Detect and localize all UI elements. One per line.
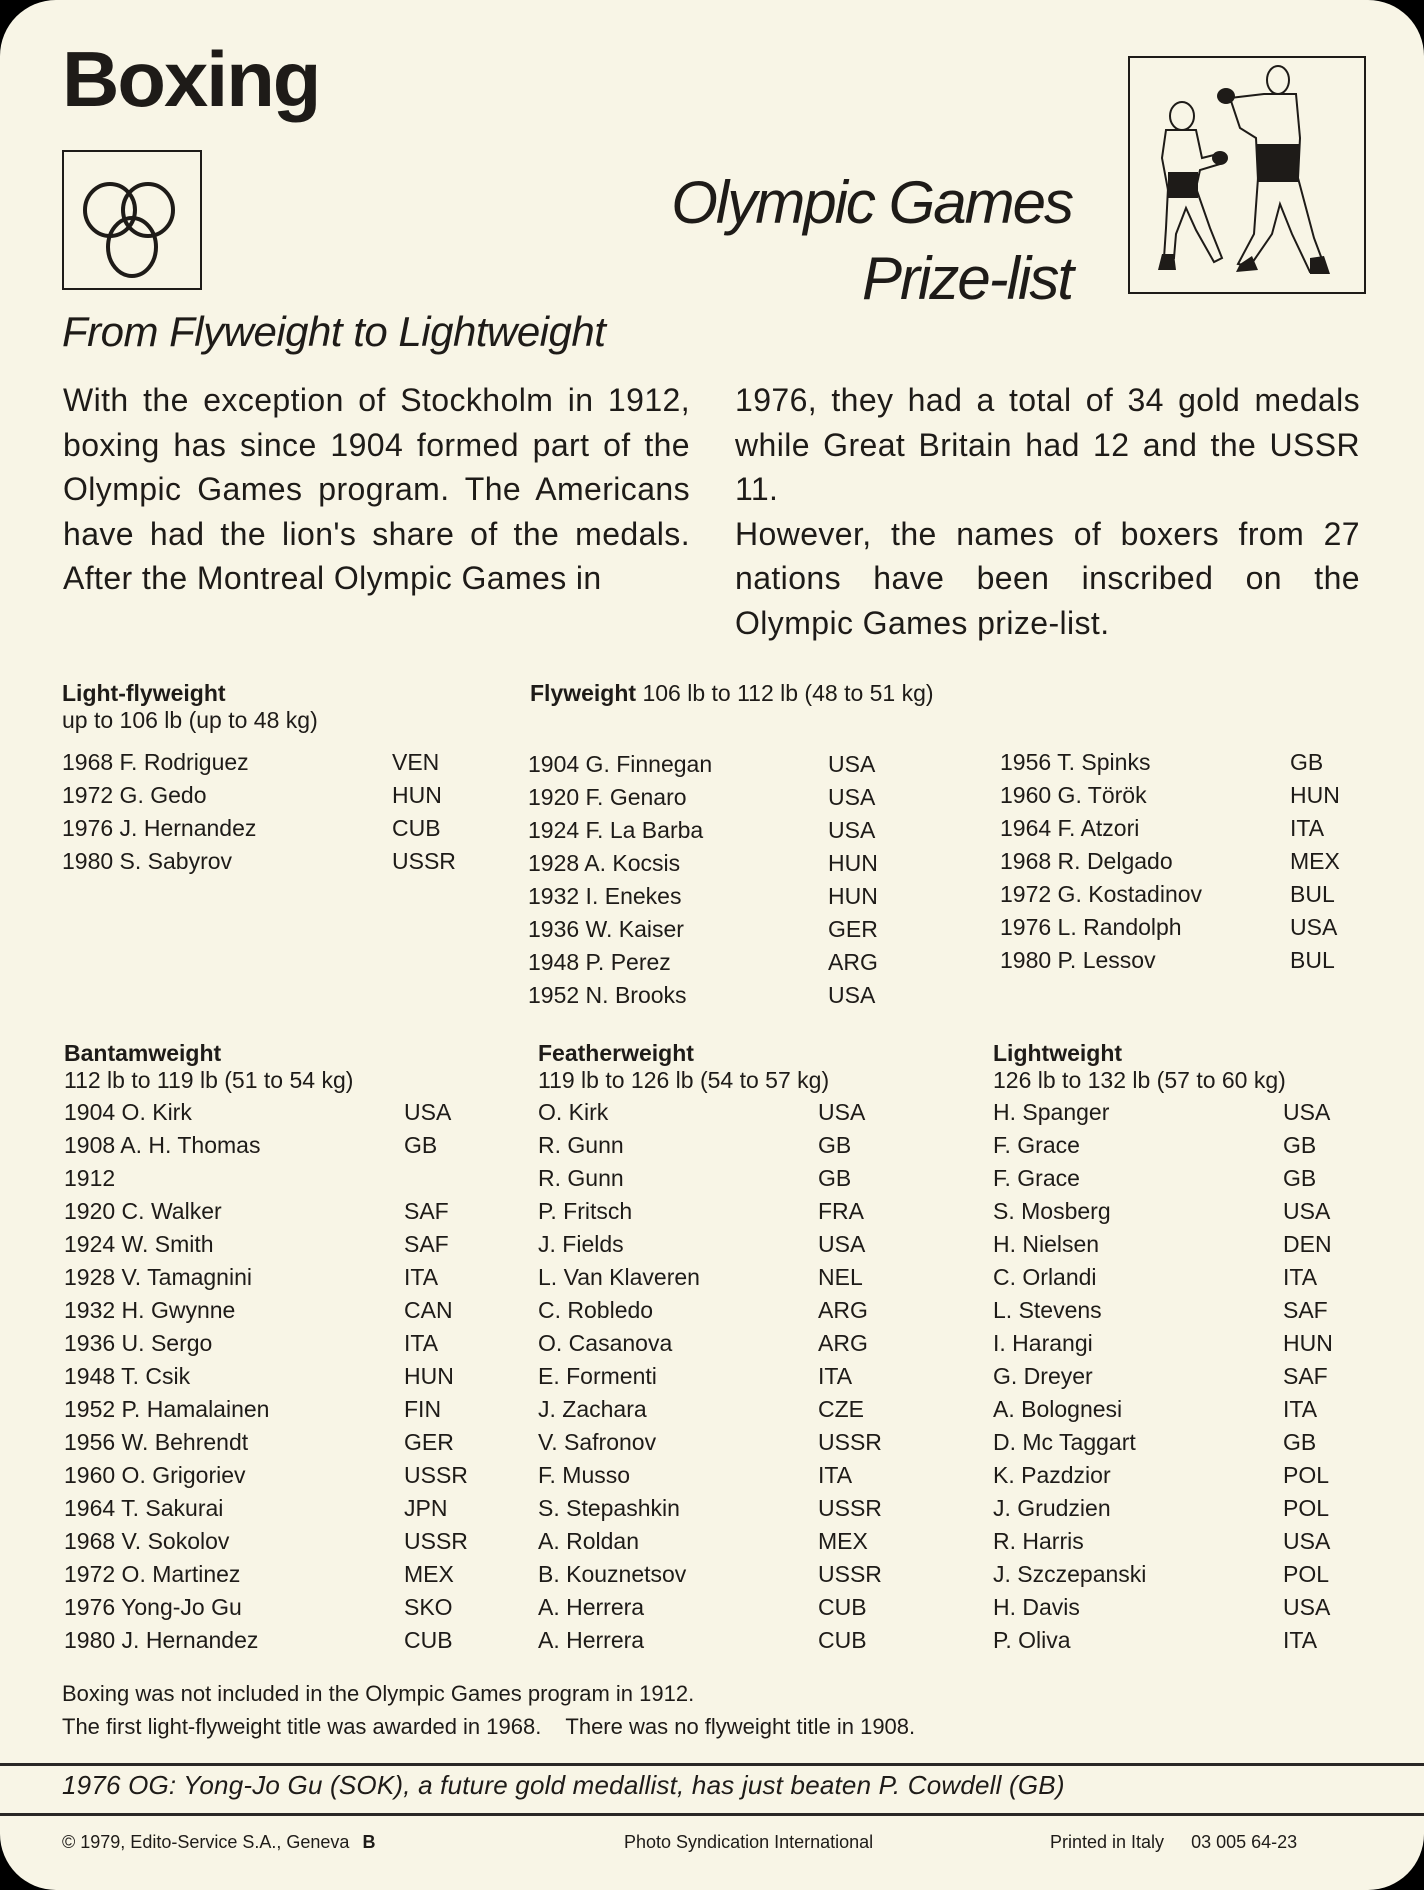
card-code: 03 005 64-23 (1191, 1832, 1298, 1852)
country-code: USA (1283, 1528, 1331, 1554)
flyweight-list-part1 (528, 748, 908, 1012)
results-list (993, 1096, 1363, 1657)
country-code: GER (404, 1429, 454, 1455)
photo-credit: Photo Syndication International (624, 1832, 874, 1852)
table-row (538, 1624, 898, 1657)
table-row (1000, 812, 1370, 845)
country-code: FRA (818, 1198, 864, 1224)
boxer-name: 1968 F. Rodriguez (62, 749, 249, 775)
country-code: MEX (404, 1561, 454, 1587)
table-row (1000, 878, 1370, 911)
country-code: USA (404, 1099, 452, 1125)
country-code: USSR (818, 1495, 882, 1521)
boxer-name: 1936 U. Sergo (64, 1330, 213, 1356)
table-row (993, 1591, 1363, 1624)
boxer-name: 1972 G. Kostadinov (1000, 881, 1203, 907)
country-code: SAF (404, 1231, 449, 1257)
table-row (528, 847, 908, 880)
country-code: GB (1283, 1165, 1317, 1191)
table-row (993, 1558, 1363, 1591)
table-row (993, 1492, 1363, 1525)
boxer-name: 1924 W. Smith (64, 1231, 214, 1257)
country-code: ARG (818, 1297, 868, 1323)
boxer-name: R. Harris (993, 1528, 1084, 1554)
table-row (993, 1162, 1363, 1195)
boxer-name: 1928 V. Tamagnini (64, 1264, 252, 1290)
table-row (64, 1261, 484, 1294)
table-row (528, 913, 908, 946)
results-list (1000, 746, 1370, 977)
boxer-name: B. Kouznetsov (538, 1561, 687, 1587)
country-code: USA (828, 817, 876, 843)
country-code: GB (1283, 1132, 1317, 1158)
footer-print-info (1050, 1832, 1297, 1853)
country-code: ITA (404, 1264, 439, 1290)
section-light-flyweight (62, 680, 472, 878)
country-code: CUB (392, 815, 441, 841)
table-row (993, 1129, 1363, 1162)
boxer-name: 1968 V. Sokolov (64, 1528, 230, 1554)
boxer-name: A. Bolognesi (993, 1396, 1123, 1422)
section-header (530, 680, 934, 707)
table-row (62, 845, 472, 878)
boxer-name: A. Herrera (538, 1627, 645, 1653)
boxer-name: 1952 P. Hamalainen (64, 1396, 270, 1422)
country-code: BUL (1290, 881, 1335, 907)
table-row (993, 1294, 1363, 1327)
headline-line2: Prize-list (861, 245, 1072, 312)
country-code: CUB (818, 1627, 867, 1653)
boxer-name: R. Gunn (538, 1165, 624, 1191)
table-row (64, 1459, 484, 1492)
country-code: SAF (1283, 1297, 1328, 1323)
boxer-name: L. Van Klaveren (538, 1264, 700, 1290)
country-code: ITA (1283, 1627, 1318, 1653)
table-row (538, 1426, 898, 1459)
table-row (993, 1261, 1363, 1294)
table-row (538, 1558, 898, 1591)
country-code: GER (828, 916, 878, 942)
boxer-name: P. Oliva (993, 1627, 1071, 1653)
country-code: ARG (828, 949, 878, 975)
country-code: USA (1283, 1198, 1331, 1224)
country-code: CUB (404, 1627, 453, 1653)
country-code: ITA (1283, 1396, 1318, 1422)
country-code: VEN (392, 749, 440, 775)
boxer-name: 1920 F. Genaro (528, 784, 687, 810)
table-row (64, 1426, 484, 1459)
divider-bottom (0, 1813, 1424, 1816)
boxer-name: 1956 T. Spinks (1000, 749, 1151, 775)
intro-text-right-1: 1976, they had a total of 34 gold medals while Great Britain had 12 and the USSR 11. (735, 382, 1360, 507)
boxer-name: L. Stevens (993, 1297, 1102, 1323)
section-title: Featherweight (538, 1040, 694, 1066)
table-row (64, 1558, 484, 1591)
country-code: USSR (404, 1528, 468, 1554)
country-code (404, 1162, 484, 1195)
boxer-name: F. Musso (538, 1462, 631, 1488)
table-row (538, 1228, 898, 1261)
boxer-name: 1936 W. Kaiser (528, 916, 684, 942)
country-code: ARG (818, 1330, 868, 1356)
table-row (62, 746, 472, 779)
boxer-name: 1976 J. Hernandez (62, 815, 257, 841)
country-code: POL (1283, 1495, 1330, 1521)
country-code: CAN (404, 1297, 453, 1323)
results-list (538, 1096, 898, 1657)
boxer-name: S. Mosberg (993, 1198, 1111, 1224)
boxer-name: C. Robledo (538, 1297, 654, 1323)
table-row (993, 1327, 1363, 1360)
table-row (1000, 845, 1370, 878)
intro-column-left (63, 378, 690, 601)
country-code: DEN (1283, 1231, 1332, 1257)
table-row (62, 779, 472, 812)
section-title: Light-flyweight (62, 680, 226, 706)
table-row (1000, 779, 1370, 812)
boxer-name: 1912 (64, 1165, 116, 1191)
table-row (64, 1360, 484, 1393)
section-range: 106 lb to 112 lb (48 to 51 kg) (642, 680, 934, 706)
olympic-rings-logo (62, 150, 202, 290)
boxer-name: R. Gunn (538, 1132, 624, 1158)
table-row (1000, 746, 1370, 779)
table-row (538, 1591, 898, 1624)
country-code: USSR (392, 848, 456, 874)
country-code: FIN (404, 1396, 442, 1422)
country-code: JPN (404, 1495, 448, 1521)
table-row (64, 1591, 484, 1624)
country-code: USA (1283, 1099, 1331, 1125)
boxer-name: P. Fritsch (538, 1198, 633, 1224)
series-letter: B (362, 1832, 376, 1852)
boxer-name: 1964 F. Atzori (1000, 815, 1140, 841)
copyright-text: © 1979, Edito-Service S.A., Geneva (62, 1832, 350, 1852)
table-row (538, 1327, 898, 1360)
card-title: Boxing (62, 35, 320, 123)
divider-top (0, 1763, 1424, 1766)
section-range: 126 lb to 132 lb (57 to 60 kg) (993, 1067, 1286, 1093)
boxer-name: A. Herrera (538, 1594, 645, 1620)
results-list (62, 746, 472, 878)
boxer-name: 1904 G. Finnegan (528, 751, 713, 777)
results-list (528, 748, 908, 1012)
table-row (993, 1459, 1363, 1492)
footnotes (62, 1677, 915, 1743)
boxer-name: J. Grudzien (993, 1495, 1111, 1521)
table-row (528, 814, 908, 847)
table-row (993, 1360, 1363, 1393)
intro-column-right (735, 378, 1360, 645)
boxer-name: F. Grace (993, 1165, 1080, 1191)
country-code: CUB (818, 1594, 867, 1620)
table-row (1000, 944, 1370, 977)
country-code: GB (404, 1132, 438, 1158)
results-list (64, 1096, 484, 1657)
table-row (64, 1327, 484, 1360)
country-code: ITA (404, 1330, 439, 1356)
table-row (538, 1195, 898, 1228)
country-code: MEX (818, 1528, 868, 1554)
boxer-name: 1932 H. Gwynne (64, 1297, 236, 1323)
boxer-name: 1948 T. Csik (64, 1363, 191, 1389)
photo-caption: 1976 OG: Yong-Jo Gu (SOK), a future gold medallist, has just beaten P. Cowdell (GB) (62, 1770, 1065, 1800)
country-code: USA (1290, 914, 1338, 940)
boxer-name: H. Davis (993, 1594, 1080, 1620)
table-row (64, 1129, 484, 1162)
headline-line1: Olympic Games (671, 169, 1072, 236)
boxer-name: C. Orlandi (993, 1264, 1097, 1290)
table-row (64, 1228, 484, 1261)
boxer-name: 1960 G. Török (1000, 782, 1147, 808)
country-code: USSR (818, 1561, 882, 1587)
boxer-name: 1976 Yong-Jo Gu (64, 1594, 242, 1620)
country-code: HUN (392, 782, 442, 808)
boxer-name: J. Zachara (538, 1396, 647, 1422)
table-row (538, 1129, 898, 1162)
table-row (62, 812, 472, 845)
country-code: ITA (1283, 1264, 1318, 1290)
country-code: HUN (828, 883, 878, 909)
country-code: POL (1283, 1561, 1330, 1587)
boxer-name: J. Fields (538, 1231, 624, 1257)
section-title: Lightweight (993, 1040, 1123, 1066)
boxer-name: 1948 P. Perez (528, 949, 671, 975)
boxer-name: 1952 N. Brooks (528, 982, 687, 1008)
table-row (538, 1294, 898, 1327)
table-row (993, 1096, 1363, 1129)
table-row (64, 1492, 484, 1525)
boxer-name: E. Formenti (538, 1363, 657, 1389)
table-row (64, 1294, 484, 1327)
country-code: MEX (1290, 848, 1340, 874)
country-code: USSR (404, 1462, 468, 1488)
country-code: SAF (1283, 1363, 1328, 1389)
table-row (1000, 911, 1370, 944)
table-row (528, 748, 908, 781)
table-row (538, 1261, 898, 1294)
country-code: POL (1283, 1462, 1330, 1488)
boxer-name: 1980 S. Sabyrov (62, 848, 233, 874)
boxer-name: A. Roldan (538, 1528, 640, 1554)
table-row (64, 1525, 484, 1558)
section-range: up to 106 lb (up to 48 kg) (62, 707, 318, 733)
country-code: SAF (404, 1198, 449, 1224)
section-title: Flyweight (530, 680, 637, 706)
subheading: From Flyweight to Lightweight (62, 308, 606, 355)
boxer-name: O. Kirk (538, 1099, 609, 1125)
table-row (64, 1195, 484, 1228)
country-code: HUN (1290, 782, 1340, 808)
table-row (64, 1162, 484, 1195)
section-range: 119 lb to 126 lb (54 to 57 kg) (538, 1067, 830, 1093)
boxers-illustration (1128, 56, 1366, 294)
country-code: USA (828, 784, 876, 810)
boxer-name: K. Pazdzior (993, 1462, 1111, 1488)
printed-in: Printed in Italy (1050, 1832, 1165, 1852)
boxer-name: V. Safronov (538, 1429, 657, 1455)
footnote-2: The first light-flyweight title was awarded in 1968. There was no flyweight title in 1908. (62, 1714, 916, 1739)
country-code: USA (828, 982, 876, 1008)
country-code: USSR (818, 1429, 882, 1455)
table-row (538, 1459, 898, 1492)
boxer-name: 1972 O. Martinez (64, 1561, 241, 1587)
country-code: USA (1283, 1594, 1331, 1620)
boxer-name: 1908 A. H. Thomas (64, 1132, 261, 1158)
boxer-name: 1956 W. Behrendt (64, 1429, 249, 1455)
country-code: NEL (818, 1264, 863, 1290)
country-code: SKO (404, 1594, 453, 1620)
footnote-1: Boxing was not included in the Olympic Games program in 1912. (62, 1681, 695, 1706)
table-row (538, 1360, 898, 1393)
table-row (993, 1426, 1363, 1459)
table-row (538, 1162, 898, 1195)
intro-text-left: With the exception of Stockholm in 1912, boxing has since 1904 formed part of the Olympic Games program. The Americans have had the lion's share of the medals. After the Montreal Olympic Games in (63, 382, 690, 596)
country-code: BUL (1290, 947, 1335, 973)
country-code: GB (818, 1165, 852, 1191)
boxer-name: D. Mc Taggart (993, 1429, 1136, 1455)
table-row (538, 1393, 898, 1426)
boxer-name: 1980 P. Lessov (1000, 947, 1156, 973)
boxer-name: 1932 I. Enekes (528, 883, 682, 909)
table-row (993, 1195, 1363, 1228)
boxer-name: 1904 O. Kirk (64, 1099, 192, 1125)
country-code: USA (818, 1099, 866, 1125)
boxer-name: 1928 A. Kocsis (528, 850, 681, 876)
boxer-name: 1968 R. Delgado (1000, 848, 1173, 874)
country-code: GB (1283, 1429, 1317, 1455)
boxer-name: I. Harangi (993, 1330, 1093, 1356)
country-code: USA (828, 751, 876, 777)
boxer-name: 1920 C. Walker (64, 1198, 222, 1224)
section-flyweight (530, 680, 934, 707)
table-row (993, 1624, 1363, 1657)
section-bantamweight (64, 1040, 484, 1657)
olympic-rings-icon (64, 152, 200, 288)
country-code: USA (818, 1231, 866, 1257)
boxer-name: 1924 F. La Barba (528, 817, 704, 843)
boxer-name: 1960 O. Grigoriev (64, 1462, 246, 1488)
country-code: ITA (818, 1462, 853, 1488)
boxer-name: O. Casanova (538, 1330, 673, 1356)
country-code: HUN (828, 850, 878, 876)
table-row (528, 781, 908, 814)
boxer-name: H. Spanger (993, 1099, 1110, 1125)
flyweight-list-part2 (1000, 746, 1370, 977)
boxer-name: 1976 L. Randolph (1000, 914, 1182, 940)
table-row (993, 1228, 1363, 1261)
table-row (528, 946, 908, 979)
table-row (64, 1624, 484, 1657)
table-row (993, 1393, 1363, 1426)
country-code: CZE (818, 1396, 864, 1422)
boxer-name: S. Stepashkin (538, 1495, 680, 1521)
boxer-name: F. Grace (993, 1132, 1080, 1158)
table-row (538, 1492, 898, 1525)
boxer-name: 1964 T. Sakurai (64, 1495, 224, 1521)
table-row (993, 1525, 1363, 1558)
boxer-name: G. Dreyer (993, 1363, 1093, 1389)
section-featherweight (538, 1040, 898, 1657)
country-code: GB (1290, 749, 1324, 775)
footer-copyright (62, 1832, 375, 1853)
country-code: HUN (1283, 1330, 1333, 1356)
table-row (64, 1393, 484, 1426)
boxer-name: H. Nielsen (993, 1231, 1100, 1257)
boxer-name: 1980 J. Hernandez (64, 1627, 259, 1653)
country-code: GB (818, 1132, 852, 1158)
table-row (64, 1096, 484, 1129)
boxer-name: 1972 G. Gedo (62, 782, 207, 808)
section-title: Bantamweight (64, 1040, 222, 1066)
intro-text-right-2: However, the names of boxers from 27 nations have been inscribed on the Olympic Games prize-list. (735, 515, 1360, 641)
boxers-icon (1130, 58, 1364, 292)
table-row (528, 880, 908, 913)
table-row (538, 1096, 898, 1129)
section-lightweight (993, 1040, 1363, 1657)
headline (671, 165, 1072, 317)
country-code: ITA (818, 1363, 853, 1389)
table-row (528, 979, 908, 1012)
table-row (538, 1525, 898, 1558)
section-range: 112 lb to 119 lb (51 to 54 kg) (64, 1067, 354, 1093)
boxer-name: J. Szczepanski (993, 1561, 1147, 1587)
country-code: ITA (1290, 815, 1325, 841)
country-code: HUN (404, 1363, 454, 1389)
